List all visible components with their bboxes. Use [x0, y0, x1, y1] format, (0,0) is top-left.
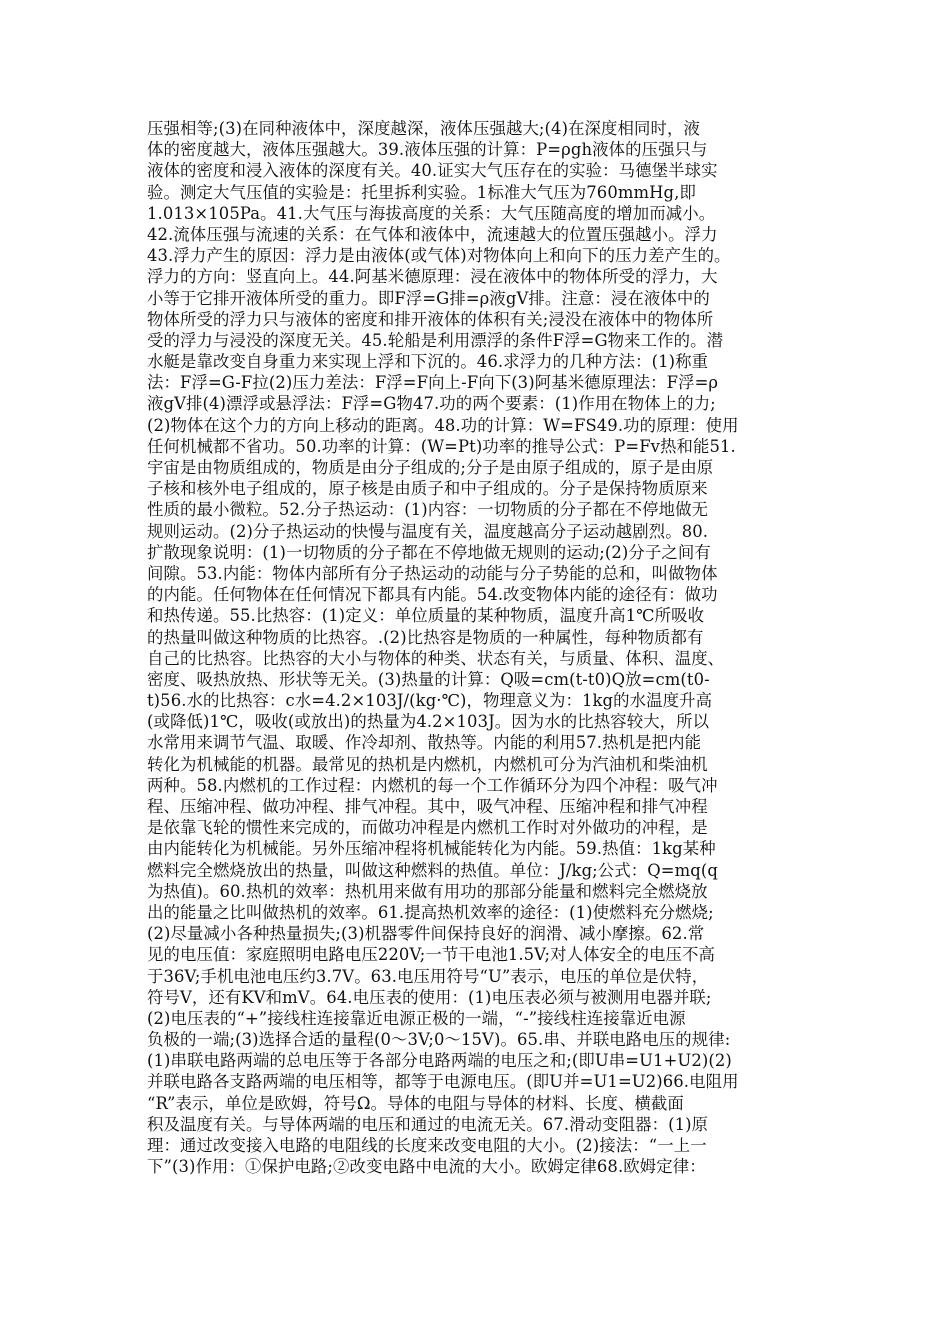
text-line: 体的密度越大，液体压强越大。39.液体压强的计算：P=ρgh液体的压强只与: [147, 140, 708, 160]
text-line: 为热值)。60.热机的效率：热机用来做有用功的那部分能量和燃料完全燃烧放: [147, 881, 708, 901]
text-line: 和热传递。55.比热容：(1)定义：单位质量的某种物质，温度升高1℃所吸收: [147, 606, 705, 626]
text-line: 见的电压值：家庭照明电路电压220V;一节干电池1.5V;对人体安全的电压不高: [147, 945, 715, 965]
text-line: 验。测定大气压值的实验是：托里拆利实验。1标准大气压为760mmHg,即: [147, 182, 696, 202]
text-line: (2)电压表的“+”接线柱连接靠近电源正极的一端，“-”接线柱连接靠近电源: [147, 1008, 686, 1028]
text-line: 1.013×105Pa。41.大气压与海拔高度的关系：大气压随高度的增加而减小。: [147, 203, 716, 223]
body-text: [147, 118, 817, 1177]
text-line: 子核和核外电子组成的，原子核是由质子和中子组成的。分子是保持物质原来: [147, 479, 708, 499]
text-line: t)56.水的比热容：c水=4.2×103J/(kg·℃)，物理意义为：1kg的水温度升高: [147, 691, 713, 711]
text-line: 由内能转化为机械能。另外压缩冲程将机械能转化为内能。59.热值：1kg某种: [147, 839, 716, 859]
text-line: 任何机械都不省功。50.功率的计算：(W=Pt)功率的推导公式：P=Fv热和能51.: [147, 436, 736, 456]
text-line: 出的能量之比叫做热机的效率。61.提高热机效率的途径：(1)使燃料充分燃烧;: [147, 902, 714, 922]
text-line: 液gV排(4)漂浮或悬浮法：F浮=G物47.功的两个要素：(1)作用在物体上的力;: [147, 394, 716, 414]
text-line: 自己的比热容。比热容的大小与物体的种类、状态有关，与质量、体积、温度、: [147, 648, 725, 668]
text-line: (2)尽量减小各种热量损失;(3)机器零件间保持良好的润滑、减小摩擦。62.常: [147, 924, 705, 944]
text-line: 积及温度有关。与导体两端的电压和通过的电流无关。67.滑动变阻器：(1)原: [147, 1114, 709, 1134]
text-line: 两种。58.内燃机的工作过程：内燃机的每一个工作循环分为四个冲程：吸气冲: [147, 775, 718, 795]
text-line: 小等于它排开液体所受的重力。即F浮=G排=ρ液gV排。注意：浸在液体中的: [147, 288, 710, 308]
text-line: (2)物体在这个力的方向上移动的距离。48.功的计算：W=FS49.功的原理：使用: [147, 415, 739, 435]
text-line: 理：通过改变接入电路的电阻线的长度来改变电阻的大小。(2)接法：“一上一: [147, 1136, 707, 1155]
text-line: 的热量叫做这种物质的比热容。.(2)比热容是物质的一种属性，每种物质都有: [147, 627, 704, 647]
text-line: 水艇是靠改变自身重力来实现上浮和下沉的。46.求浮力的几种方法：(1)称重: [147, 352, 709, 372]
text-line: 转化为机械能的机器。最常见的热机是内燃机，内燃机可分为汽油机和柴油机: [147, 754, 708, 774]
text-line: 密度、吸热放热、形状等无关。(3)热量的计算：Q吸=cm(t-t0)Q放=cm(t0-: [147, 669, 710, 689]
text-line: 42.流体压强与流速的关系：在气体和液体中，流速越大的位置压强越小。浮力: [147, 224, 718, 244]
text-line: 规则运动。(2)分子热运动的快慢与温度有关，温度越高分子运动越剧烈。80.: [147, 521, 709, 541]
text-line: 程、压缩冲程、做功冲程、排气冲程。其中，吸气冲程、压缩冲程和排气冲程: [147, 797, 708, 816]
text-line: 性质的最小微粒。52.分子热运动：(1)内容：一切物质的分子都在不停地做无: [147, 500, 709, 520]
text-line: 法：F浮=G-F拉(2)压力差法：F浮=F向上-F向下(3)阿基米德原理法：F浮=ρ: [147, 373, 719, 393]
text-line: 水常用来调节气温、取暖、作冷却剂、散热等。内能的利用57.热机是把内能: [147, 733, 702, 753]
text-line: 压强相等;(3)在同种液体中，深度越深，液体压强越大;(4)在深度相同时，液: [147, 119, 700, 138]
text-line: 下”(3)作用：①保护电路;②改变电路中电流的大小。欧姆定律68.欧姆定律：: [147, 1157, 706, 1177]
text-line: 间隙。53.内能：物体内部所有分子热运动的动能与分子势能的总和，叫做物体: [147, 563, 718, 583]
text-line: (1)串联电路两端的总电压等于各部分电路两端的电压之和;(即U串=U1+U2)(2): [147, 1051, 732, 1071]
text-line: 宇宙是由物质组成的，物质是由分子组成的;分子是由原子组成的，原子是由原: [147, 458, 714, 477]
text-line: 液体的密度和浸入液体的深度有关。40.证实大气压存在的实验：马德堡半球实: [147, 161, 718, 181]
text-line: 并联电路各支路两端的电压相等，都等于电源电压。(即U并=U1=U2)66.电阻用: [147, 1072, 739, 1092]
text-line: “R”表示，单位是欧姆，符号Ω。导体的电阻与导体的材料、长度、横截面: [147, 1093, 684, 1113]
text-line: 是依靠飞轮的惯性来完成的，而做功冲程是内燃机工作时对外做功的冲程，是: [147, 818, 708, 838]
text-line: 负极的一端;(3)选择合适的量程(0～3V;0～15V)。65.串、并联电路电压的规律:: [147, 1030, 731, 1050]
text-line: 的内能。任何物体在任何情况下都具有内能。54.改变物体内能的途径有：做功: [147, 585, 718, 605]
text-line: 物体所受的浮力只与液体的密度和排开液体的体积有关;浸没在液体中的物体所: [147, 309, 714, 329]
text-line: 受的浮力与浸没的深度无关。45.轮船是利用漂浮的条件F浮=G物来工作的。潜: [147, 330, 724, 350]
text-line: 浮力的方向：竖直向上。44.阿基米德原理：浸在液体中的物体所受的浮力，大: [147, 267, 718, 287]
text-line: 于36V;手机电池电压约3.7V。63.电压用符号“U”表示，电压的单位是伏特，: [147, 966, 709, 986]
text-line: 扩散现象说明：(1)一切物质的分子都在不停地做无规则的运动;(2)分子之间有: [147, 542, 711, 562]
text-line: 燃料完全燃烧放出的热量，叫做这种燃料的热值。单位：J/kg;公式：Q=mq(q: [147, 860, 718, 880]
text-line: 43.浮力产生的原因：浮力是由液体(或气体)对物体向上和向下的压力差产生的。: [147, 246, 731, 266]
text-line: (或降低)1℃，吸收(或放出)的热量为4.2×103J。因为水的比热容较大，所以: [147, 712, 710, 732]
text-line: 符号V，还有KV和mV。64.电压表的使用：(1)电压表必须与被测用电器并联;: [147, 987, 712, 1007]
